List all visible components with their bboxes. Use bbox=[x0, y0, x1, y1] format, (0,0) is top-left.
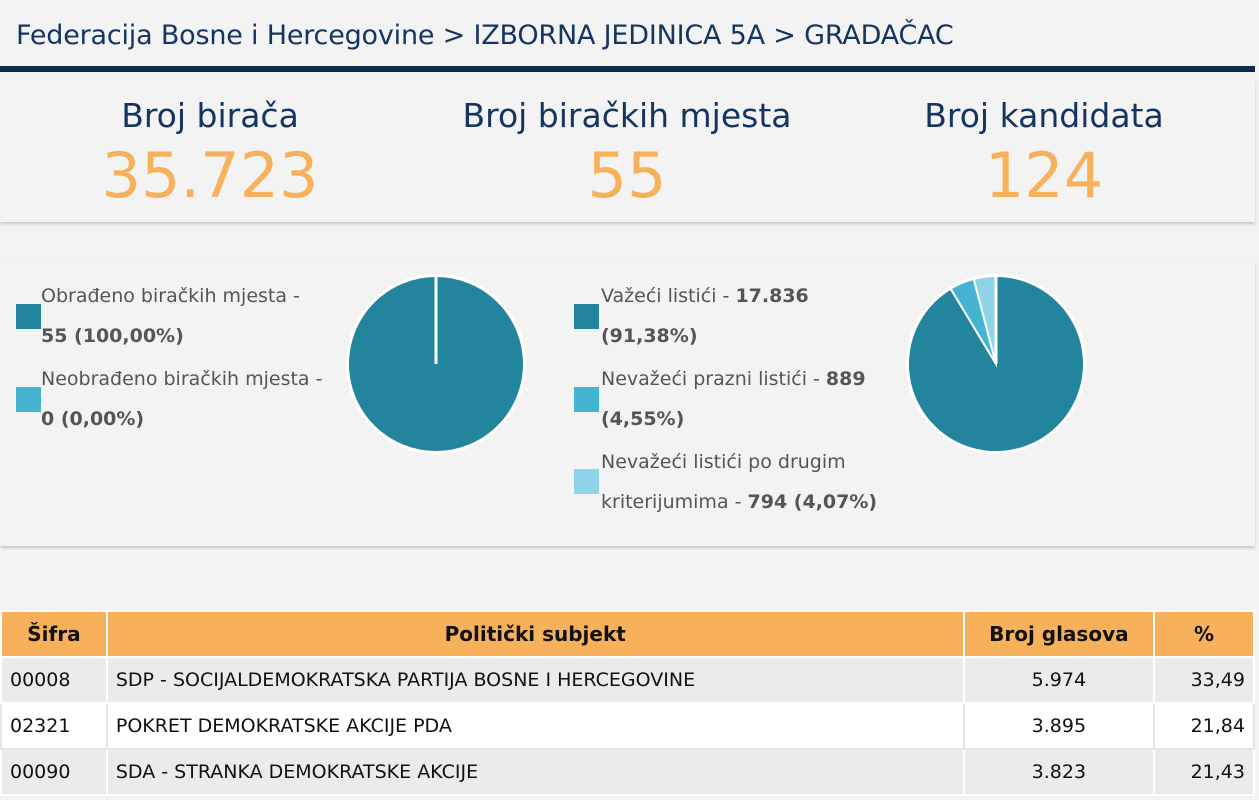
table-header-row bbox=[1, 611, 1254, 657]
legend-swatch-processed bbox=[16, 304, 41, 329]
stat-candidates-label: Broj kandidata bbox=[924, 96, 1164, 135]
cell-code: 00008 bbox=[1, 657, 107, 703]
results-table bbox=[0, 610, 1255, 796]
cell-party: SDP - SOCIJALDEMOKRATSKA PARTIJA BOSNE I HERCEGOVINE bbox=[107, 657, 964, 703]
legend-item-unprocessed[interactable] bbox=[41, 359, 322, 439]
legend-processed-text: Obrađeno biračkih mjesta - bbox=[41, 285, 300, 307]
legend-valid-text: Važeći listići - bbox=[601, 285, 736, 307]
legend-item-invalid-blank[interactable] bbox=[601, 359, 866, 439]
cell-code: 02321 bbox=[1, 703, 107, 749]
stat-candidates bbox=[834, 80, 1254, 212]
pie-chart-polling-stations[interactable] bbox=[344, 272, 528, 456]
legend-unprocessed-text: Neobrađeno biračkih mjesta - bbox=[41, 368, 323, 390]
cell-code: 00090 bbox=[1, 749, 107, 795]
legend-invalid-other-text1: Nevažeći listići po drugim bbox=[601, 451, 846, 473]
legend-unprocessed-value: 0 (0,00%) bbox=[41, 408, 145, 430]
legend-invalid-other-value: 794 (4,07%) bbox=[747, 491, 878, 513]
cell-percent: 21,43 bbox=[1154, 749, 1254, 795]
legend-valid-pct: (91,38%) bbox=[601, 325, 698, 347]
legend-invalid-blank-pct: (4,55%) bbox=[601, 408, 685, 430]
legend-processed-value: 55 (100,00%) bbox=[41, 325, 184, 347]
legend-swatch-unprocessed bbox=[16, 387, 41, 412]
stat-polling-stations-label: Broj biračkih mjesta bbox=[462, 96, 792, 135]
cell-votes: 5.974 bbox=[964, 657, 1155, 703]
legend-invalid-blank-value: 889 bbox=[825, 368, 866, 390]
table-row[interactable] bbox=[1, 703, 1254, 749]
legend-invalid-other-text2: kriterijumima - bbox=[601, 491, 748, 513]
breadcrumb bbox=[0, 0, 1255, 72]
legend-item-processed[interactable] bbox=[41, 276, 300, 356]
cell-percent: 21,84 bbox=[1154, 703, 1254, 749]
legend-valid-value: 17.836 bbox=[735, 285, 809, 307]
stats-panel bbox=[0, 80, 1255, 222]
header-party[interactable]: Politički subjekt bbox=[107, 611, 964, 657]
cell-party: SDA - STRANKA DEMOKRATSKE AKCIJE bbox=[107, 749, 964, 795]
stat-candidates-value: 124 bbox=[984, 139, 1104, 212]
legend-swatch-invalid-other bbox=[574, 469, 599, 494]
header-percent[interactable]: % bbox=[1154, 611, 1254, 657]
legend-invalid-blank-text: Nevažeći prazni listići - bbox=[601, 368, 826, 390]
cell-party: POKRET DEMOKRATSKE AKCIJE PDA bbox=[107, 703, 964, 749]
pie-chart-ballots[interactable] bbox=[904, 272, 1088, 456]
cell-votes: 3.823 bbox=[964, 749, 1155, 795]
table-row[interactable] bbox=[1, 657, 1254, 703]
cell-percent: 33,49 bbox=[1154, 657, 1254, 703]
stat-voters bbox=[0, 80, 420, 212]
stat-polling-stations-value: 55 bbox=[587, 139, 667, 212]
charts-panel bbox=[0, 262, 1255, 546]
legend-swatch-valid bbox=[574, 304, 599, 329]
stat-polling-stations bbox=[417, 80, 837, 212]
cell-votes: 3.895 bbox=[964, 703, 1155, 749]
legend-item-invalid-other[interactable] bbox=[601, 442, 877, 522]
stat-voters-value: 35.723 bbox=[101, 139, 319, 212]
stat-voters-label: Broj birača bbox=[121, 96, 299, 135]
table-row[interactable] bbox=[1, 749, 1254, 795]
header-code[interactable]: Šifra bbox=[1, 611, 107, 657]
legend-swatch-invalid-blank bbox=[574, 387, 599, 412]
breadcrumb-text: Federacija Bosne i Hercegovine > IZBORNA JEDINICA 5A > GRADAČAC bbox=[16, 20, 954, 51]
header-votes[interactable]: Broj glasova bbox=[964, 611, 1155, 657]
legend-item-valid[interactable] bbox=[601, 276, 809, 356]
